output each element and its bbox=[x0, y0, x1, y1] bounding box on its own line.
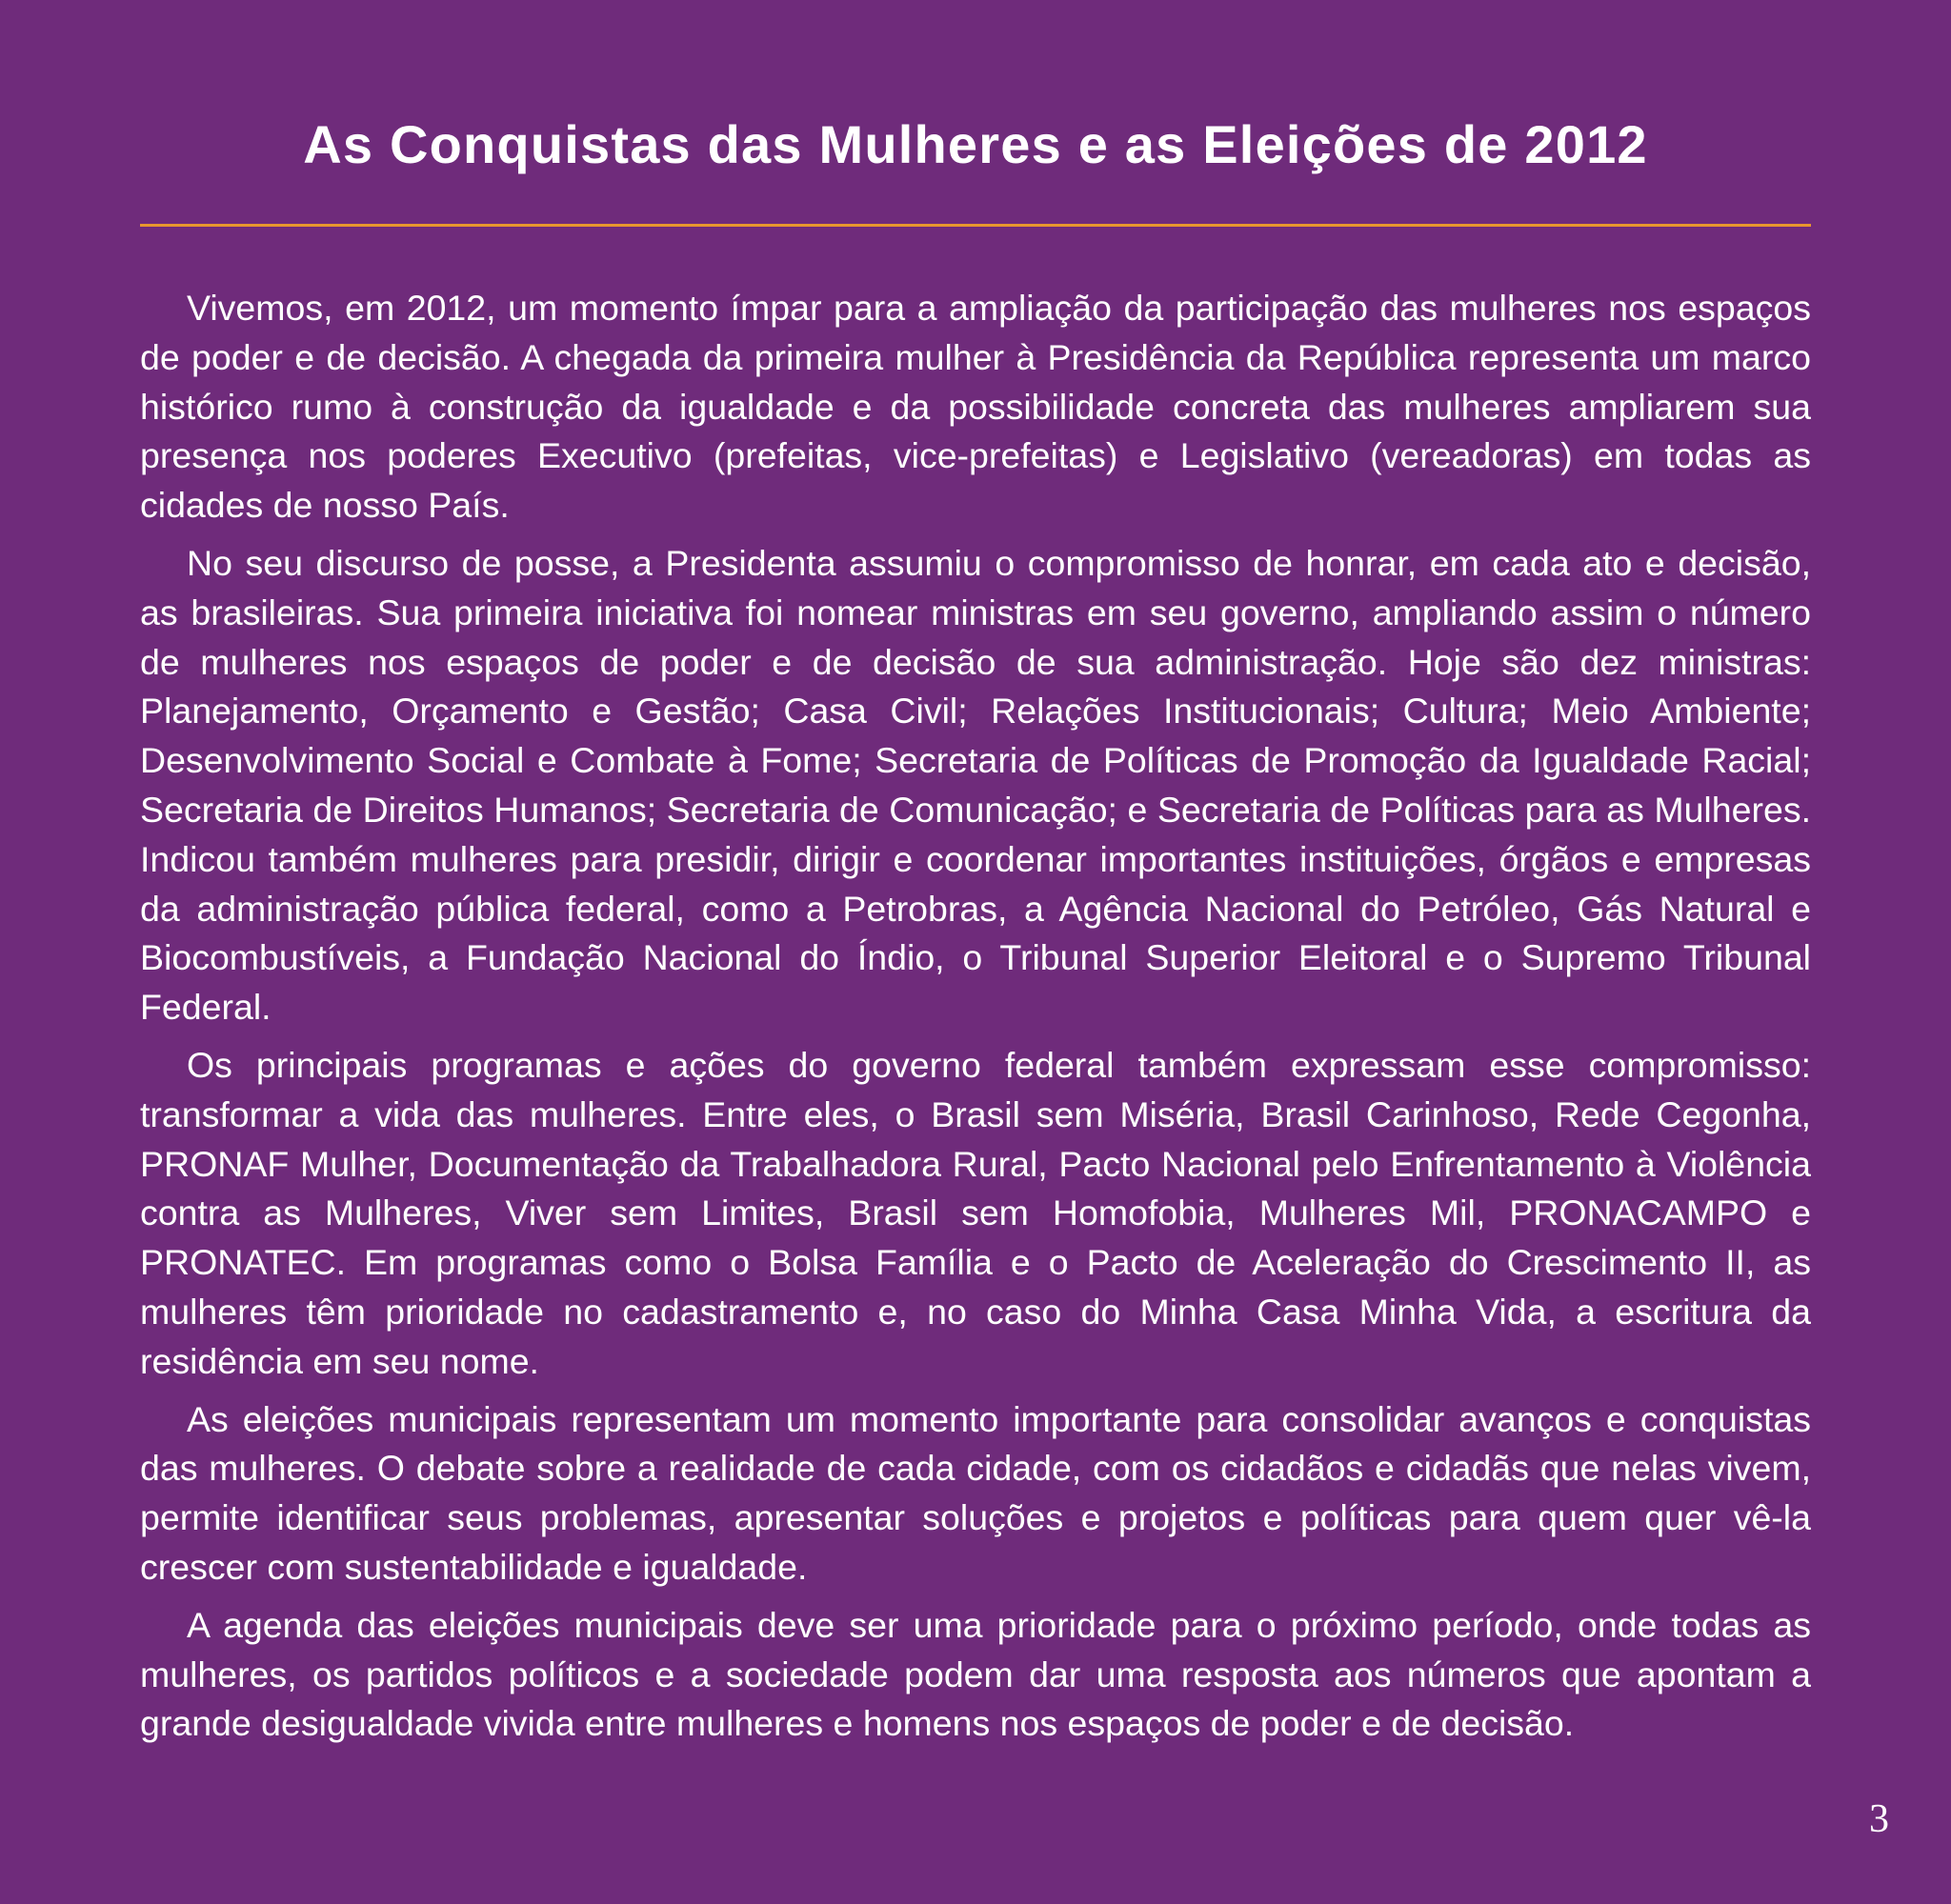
paragraph: Vivemos, em 2012, um momento ímpar para a ampliação da participação das mulheres nos espaços de poder e de decisão. A chegada da primeira mulher à Presidência da República representa um marco histórico rumo à construção da igualdade e da possibilidade concreta das mulheres ampliarem sua presença nos poderes Executivo (prefeitas, vice-prefeitas) e Legislativo (vereadoras) em todas as cidades de nosso País. bbox=[140, 288, 1811, 526]
body-text bbox=[140, 284, 1811, 1757]
page-title: As Conquistas das Mulheres e as Eleições de 2012 bbox=[303, 114, 1648, 174]
page-number: 3 bbox=[1869, 1797, 1889, 1841]
paragraph: No seu discurso de posse, a Presidenta assumiu o compromisso de honrar, em cada ato e decisão, as brasileiras. Sua primeira iniciativa foi nomear ministras em seu governo, ampliando assim o número de mulheres nos espaços de poder e de decisão de sua administração. Hoje são dez ministras: Planejamento, Orçamento e Gestão; Casa Civil; Relações Institucionais; Cultura; Meio Ambiente; Desenvolvimento Social e Combate à Fome; Secretaria de Políticas de Promoção da Igualdade Racial; Secretaria de Direitos Humanos; Secretaria de Comunicação; e Secretaria de Políticas para as Mulheres. Indicou também mulheres para presidir, dirigir e coordenar importantes instituições, órgãos e empresas da administração pública federal, como a Petrobras, a Agência Nacional do Petróleo, Gás Natural e Biocombustíveis, a Fundação Nacional do Índio, o Tribunal Superior Eleitoral e o Supremo Tribunal Federal. bbox=[140, 542, 1811, 1028]
title-divider bbox=[140, 224, 1811, 227]
paragraph: As eleições municipais representam um momento importante para consolidar avanços e conquistas das mulheres. O debate sobre a realidade de cada cidade, com os cidadãos e cidadãs que nelas vivem, permite identificar seus problemas, apresentar soluções e projetos e políticas para quem quer vê-la crescer com sustentabilidade e igualdade. bbox=[140, 1398, 1811, 1587]
paragraph: A agenda das eleições municipais deve ser uma prioridade para o próximo período, onde todas as mulheres, os partidos políticos e a sociedade podem dar uma resposta aos números que apontam a grande desigualdade vivida entre mulheres e homens nos espaços de poder e de decisão. bbox=[140, 1604, 1811, 1744]
paragraph: Os principais programas e ações do governo federal também expressam esse compromisso: transformar a vida das mulheres. Entre eles, o Brasil sem Miséria, Brasil Carinhoso, Rede Cegonha, PRONAF Mulher, Documentação da Trabalhadora Rural, Pacto Nacional pelo Enfrentamento à Violência contra as Mulheres, Viver sem Limites, Brasil sem Homofobia, Mulheres Mil, PRONACAMPO e PRONATEC. Em programas como o Bolsa Família e o Pacto de Aceleração do Crescimento II, as mulheres têm prioridade no cadastramento e, no caso do Minha Casa Minha Vida, a escritura da residência em seu nome. bbox=[140, 1044, 1811, 1381]
